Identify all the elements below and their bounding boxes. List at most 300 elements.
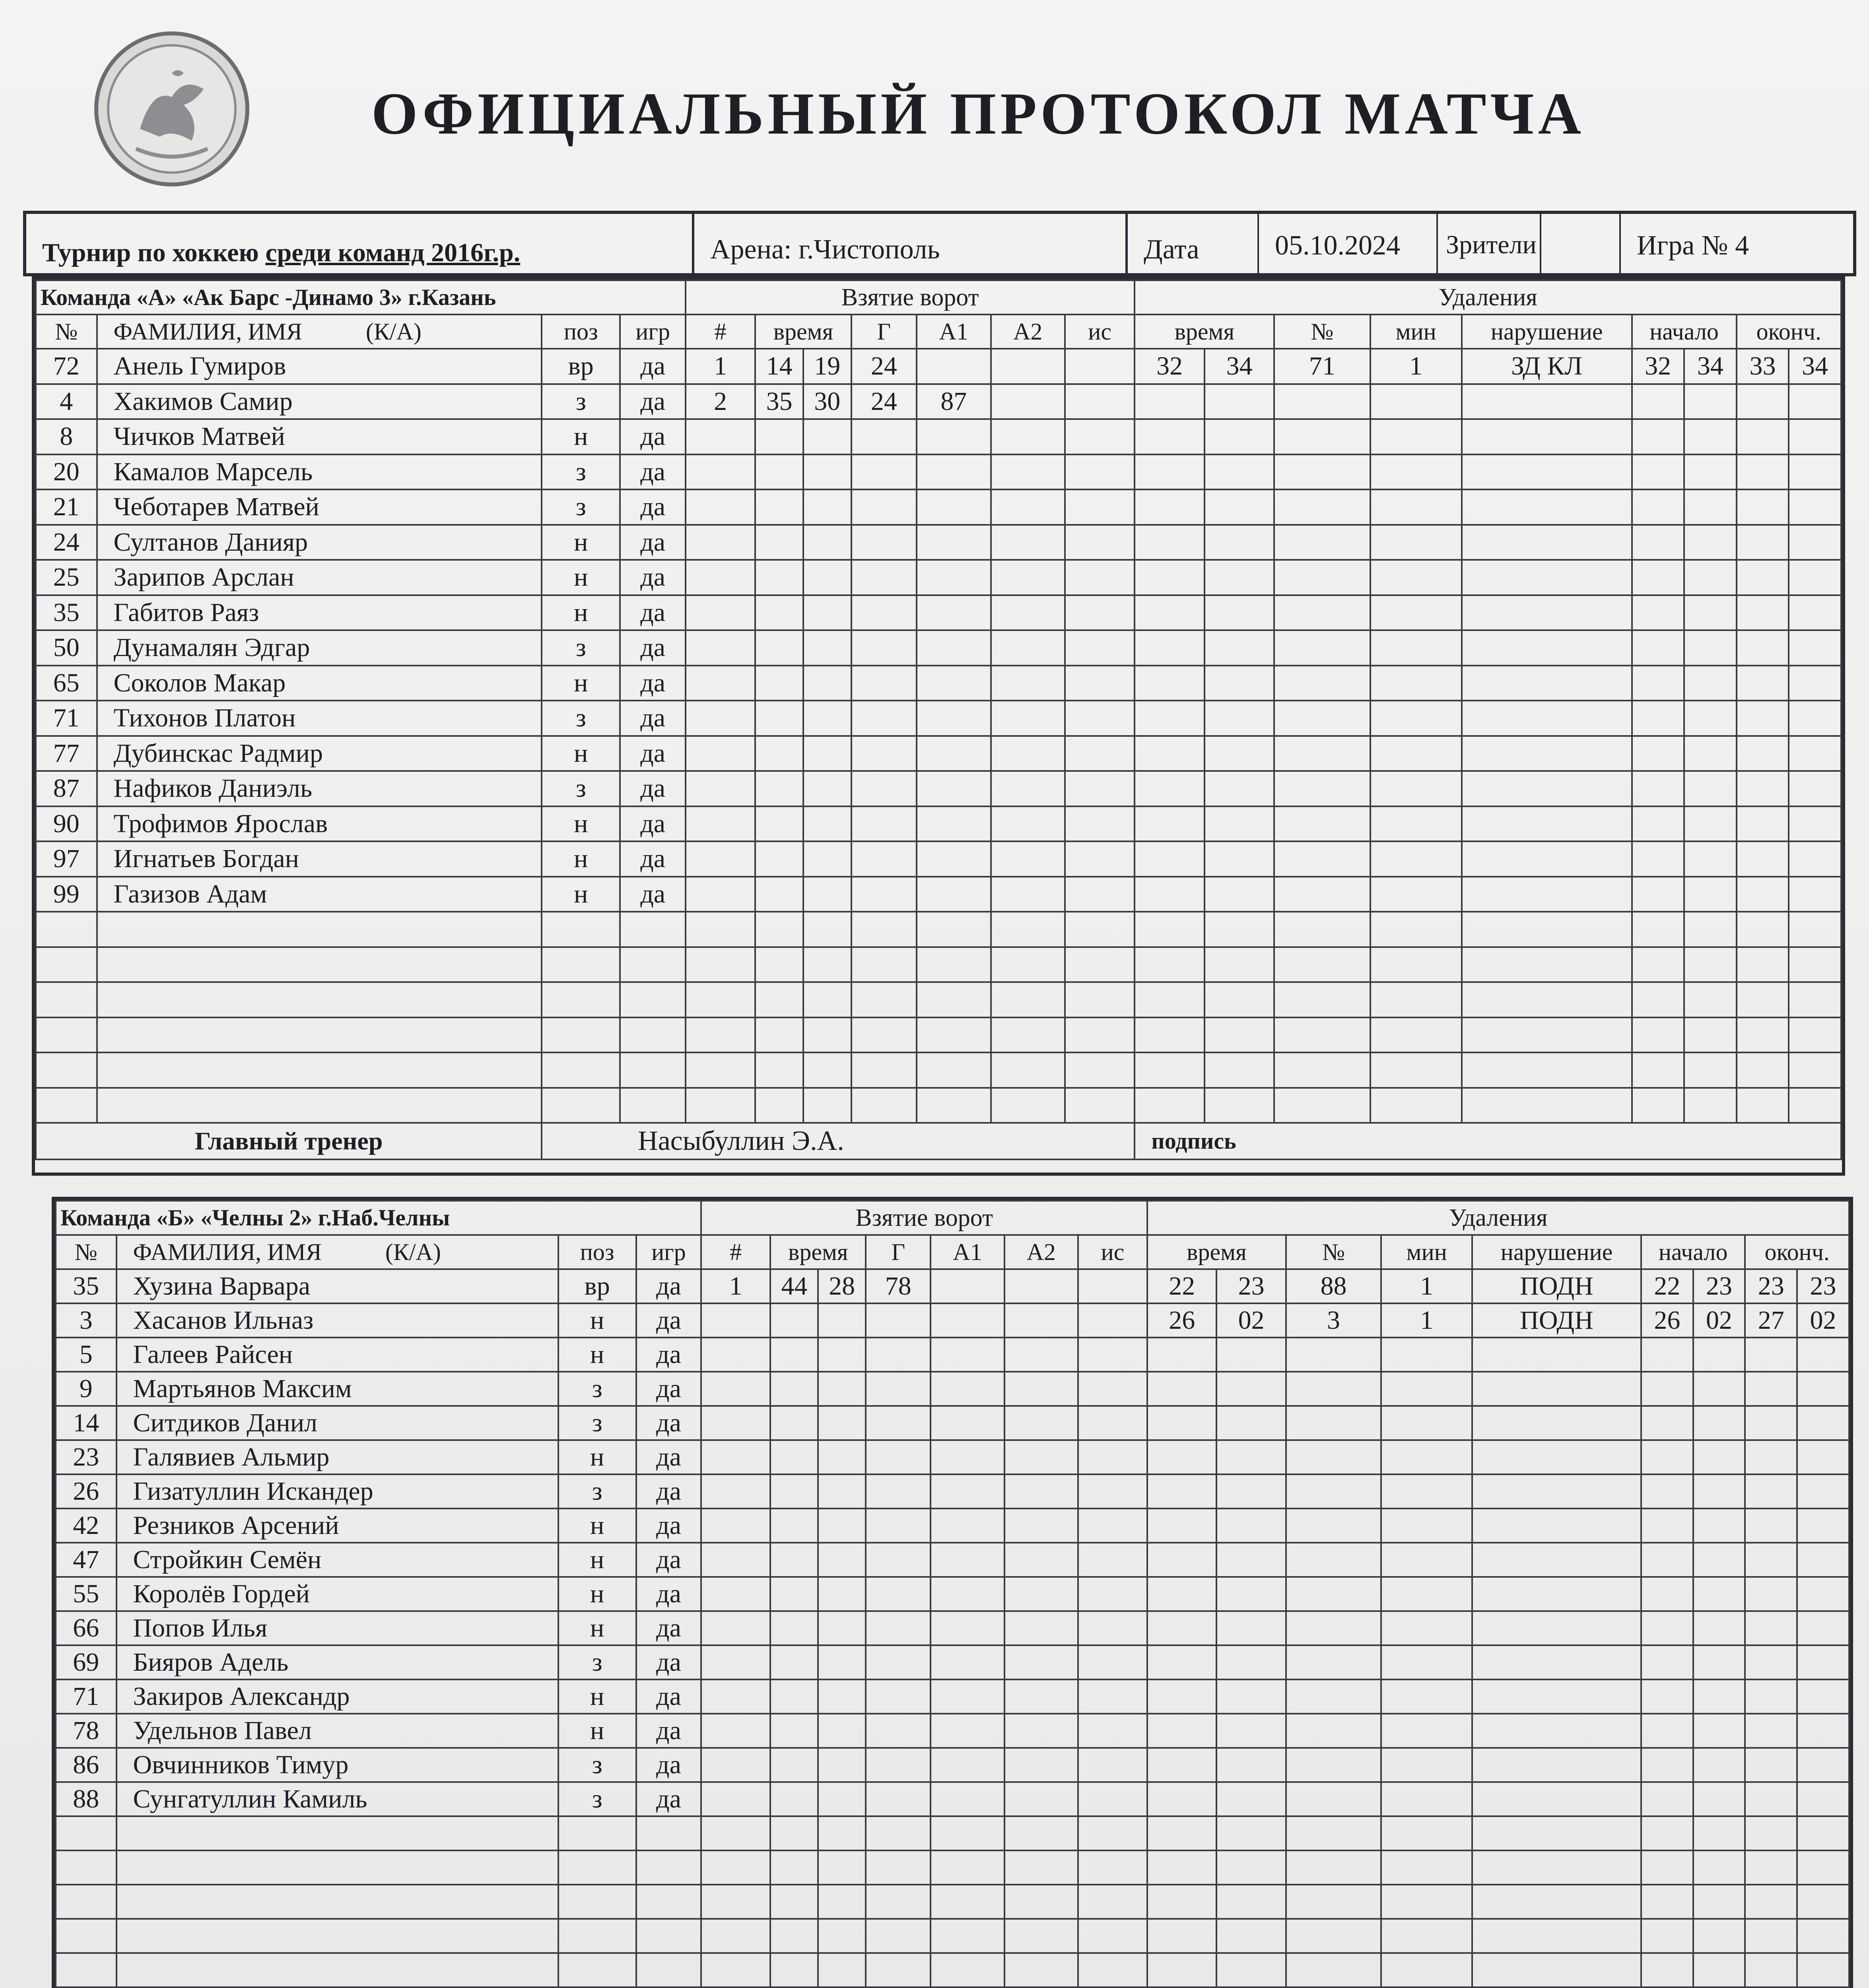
penalty-second [1216, 1748, 1286, 1782]
player-number [36, 912, 97, 947]
goal-assist-2 [1004, 1269, 1078, 1303]
penalty-end-sec [1789, 419, 1841, 454]
player-number: 47 [56, 1543, 117, 1577]
goal-assist-1 [917, 560, 991, 595]
penalty-second [1205, 630, 1274, 666]
goal-number [686, 595, 755, 631]
player-position [558, 1816, 636, 1850]
penalty-start-sec [1684, 912, 1737, 947]
player-number: 69 [56, 1645, 117, 1679]
penalty-violation [1472, 1406, 1641, 1440]
player-number: 20 [36, 454, 97, 490]
player-played: да [636, 1577, 701, 1611]
penalty-violation [1472, 1885, 1641, 1919]
goal-number [686, 912, 755, 947]
penalty-minutes [1370, 489, 1462, 525]
player-position: н [542, 806, 620, 842]
penalty-minute [1135, 982, 1204, 1017]
penalty-minutes [1381, 1440, 1472, 1474]
penalty-end-sec [1797, 1679, 1849, 1714]
goal-assist-2 [991, 1052, 1065, 1088]
penalty-start-sec [1693, 1850, 1745, 1885]
goal-assist-2 [1004, 1714, 1078, 1748]
penalty-player [1274, 736, 1370, 771]
goal-minute [755, 1052, 803, 1088]
penalty-player [1274, 1088, 1370, 1123]
player-row [36, 349, 1841, 384]
goal-assist-2 [1004, 1406, 1078, 1440]
col-situation: ис [1065, 315, 1135, 349]
penalty-minutes [1370, 595, 1462, 631]
penalty-violation [1462, 806, 1632, 842]
goal-situation [1065, 701, 1135, 736]
penalty-player [1274, 666, 1370, 701]
goal-situation [1065, 630, 1135, 666]
penalty-end-sec [1797, 1474, 1849, 1508]
penalty-violation [1462, 560, 1632, 595]
player-name: Игнатьев Богдан [97, 841, 542, 877]
goal-number: 1 [686, 349, 755, 384]
goal-minute [770, 1885, 818, 1919]
penalty-start-sec: 23 [1693, 1269, 1745, 1303]
penalty-violation: ПОДН [1472, 1303, 1641, 1338]
player-played: да [620, 701, 685, 736]
penalty-second [1205, 841, 1274, 877]
col-assist-2: А2 [991, 315, 1065, 349]
goal-situation [1078, 1508, 1147, 1543]
player-played: да [620, 666, 685, 701]
penalty-minutes [1370, 1052, 1462, 1088]
penalty-second [1216, 1782, 1286, 1816]
goal-minute [770, 1440, 818, 1474]
penalty-end-sec: 23 [1797, 1269, 1849, 1303]
penalty-player [1286, 1850, 1381, 1885]
col-played: игр [636, 1235, 701, 1269]
goal-scorer [851, 1052, 917, 1088]
goal-assist-1 [931, 1474, 1004, 1508]
penalty-second [1216, 1850, 1286, 1885]
player-name: Галявиев Альмир [117, 1440, 558, 1474]
penalty-violation [1472, 1645, 1641, 1679]
penalty-minute: 22 [1147, 1269, 1216, 1303]
penalty-end-min [1737, 877, 1789, 912]
penalty-end-min [1745, 1611, 1797, 1645]
penalty-end-min [1737, 525, 1789, 560]
goal-number: 1 [701, 1269, 770, 1303]
goal-number: 2 [686, 384, 755, 419]
player-position: н [542, 666, 620, 701]
penalty-second [1216, 1543, 1286, 1577]
goal-assist-2 [991, 771, 1065, 806]
player-name: Габитов Раяз [97, 595, 542, 631]
goal-assist-1 [917, 525, 991, 560]
goal-assist-1 [931, 1611, 1004, 1645]
penalty-second [1205, 1017, 1274, 1053]
goal-number [686, 771, 755, 806]
goal-situation [1065, 349, 1135, 384]
player-played [636, 1816, 701, 1850]
goal-second [818, 1782, 866, 1816]
penalty-minute [1147, 1919, 1216, 1953]
goal-assist-2 [1004, 1748, 1078, 1782]
penalty-player [1274, 1052, 1370, 1088]
penalty-player [1274, 560, 1370, 595]
penalty-second [1205, 1088, 1274, 1123]
goals-section-label: Взятие ворот [701, 1201, 1147, 1235]
penalty-start-sec [1684, 1017, 1737, 1053]
player-position: н [558, 1440, 636, 1474]
penalty-second [1205, 701, 1274, 736]
penalty-violation [1472, 1816, 1641, 1850]
goal-second [818, 1474, 866, 1508]
penalty-violation [1472, 1474, 1641, 1508]
goal-situation [1078, 1679, 1147, 1714]
player-played: да [620, 560, 685, 595]
penalty-start-min: 22 [1641, 1269, 1693, 1303]
goal-assist-2 [1004, 1816, 1078, 1850]
player-position: н [558, 1543, 636, 1577]
penalty-end-sec [1789, 912, 1841, 947]
penalty-end-sec [1797, 1645, 1849, 1679]
goal-minute [770, 1303, 818, 1338]
penalty-second [1216, 1645, 1286, 1679]
goal-scorer [851, 982, 917, 1017]
goal-situation [1078, 1714, 1147, 1748]
penalty-minute [1147, 1679, 1216, 1714]
goal-minute [755, 982, 803, 1017]
goal-assist-2 [1004, 1611, 1078, 1645]
penalty-minutes [1381, 1406, 1472, 1440]
penalty-second [1216, 1611, 1286, 1645]
player-row [56, 1611, 1849, 1645]
player-played [636, 1953, 701, 1987]
penalty-minute [1147, 1782, 1216, 1816]
penalty-minute [1135, 701, 1204, 736]
penalty-start-sec [1684, 560, 1737, 595]
penalty-end-sec [1789, 489, 1841, 525]
coach-signature-label: подпись [1135, 1123, 1841, 1159]
goal-scorer [851, 841, 917, 877]
penalty-violation [1462, 419, 1632, 454]
col-violation: нарушение [1462, 315, 1632, 349]
col-goal-number: # [701, 1235, 770, 1269]
penalty-end-sec [1797, 1508, 1849, 1543]
goal-scorer [866, 1885, 931, 1919]
goal-scorer [851, 806, 917, 842]
penalty-minute [1135, 595, 1204, 631]
penalty-start-sec [1693, 1748, 1745, 1782]
goal-number [686, 841, 755, 877]
goal-scorer [866, 1816, 931, 1850]
player-row [36, 666, 1841, 701]
player-played: да [620, 841, 685, 877]
goal-number [686, 419, 755, 454]
goal-situation [1065, 912, 1135, 947]
penalty-second [1205, 560, 1274, 595]
penalty-minute [1147, 1611, 1216, 1645]
goal-situation [1078, 1645, 1147, 1679]
goal-assist-2 [1004, 1303, 1078, 1338]
penalty-start-sec [1693, 1440, 1745, 1474]
player-name: Соколов Макар [97, 666, 542, 701]
goal-assist-1 [931, 1816, 1004, 1850]
goal-assist-1 [931, 1850, 1004, 1885]
col-goal-scorer: Г [851, 315, 917, 349]
player-position: н [558, 1303, 636, 1338]
penalty-minute [1135, 489, 1204, 525]
penalty-second [1216, 1338, 1286, 1372]
goal-minute [755, 489, 803, 525]
player-number: 72 [36, 349, 97, 384]
goal-second [803, 419, 851, 454]
penalty-second [1205, 912, 1274, 947]
goal-number [701, 1816, 770, 1850]
penalty-end-min [1737, 384, 1789, 419]
player-number: 25 [36, 560, 97, 595]
player-row [36, 489, 1841, 525]
player-name [97, 982, 542, 1017]
goal-second: 30 [803, 384, 851, 419]
penalty-minute [1135, 1052, 1204, 1088]
penalty-player [1286, 1508, 1381, 1543]
penalty-end-sec [1789, 701, 1841, 736]
goal-assist-1 [917, 419, 991, 454]
goal-assist-1 [917, 666, 991, 701]
goal-situation [1065, 877, 1135, 912]
player-played: да [620, 454, 685, 490]
goal-assist-1 [931, 1303, 1004, 1338]
goal-assist-2 [1004, 1885, 1078, 1919]
penalty-start-sec [1693, 1611, 1745, 1645]
penalty-start-sec [1693, 1885, 1745, 1919]
penalty-end-min [1737, 595, 1789, 631]
goal-second [803, 771, 851, 806]
penalty-violation [1472, 1440, 1641, 1474]
penalty-second [1216, 1714, 1286, 1748]
goal-scorer: 24 [851, 349, 917, 384]
penalty-end-sec [1789, 1088, 1841, 1123]
player-played: да [620, 419, 685, 454]
penalty-start-min [1632, 489, 1684, 525]
penalty-end-min [1745, 1953, 1797, 1987]
penalty-end-sec [1789, 1052, 1841, 1088]
player-name [117, 1816, 558, 1850]
penalty-end-min [1745, 1338, 1797, 1372]
goal-second [818, 1543, 866, 1577]
goal-second: 19 [803, 349, 851, 384]
player-name [117, 1885, 558, 1919]
penalty-minutes [1381, 1782, 1472, 1816]
goal-scorer [866, 1508, 931, 1543]
penalty-start-sec [1684, 841, 1737, 877]
player-played: да [636, 1303, 701, 1338]
penalty-end-min [1745, 1816, 1797, 1850]
penalty-minutes [1370, 630, 1462, 666]
penalty-end-sec [1797, 1816, 1849, 1850]
player-position: н [542, 877, 620, 912]
penalty-minutes [1381, 1919, 1472, 1953]
penalty-start-min: 26 [1641, 1303, 1693, 1338]
goal-scorer [866, 1850, 931, 1885]
player-played [620, 912, 685, 947]
goal-number [686, 1052, 755, 1088]
goal-situation [1078, 1919, 1147, 1953]
goal-second [803, 701, 851, 736]
player-name: Сунгатуллин Камиль [117, 1782, 558, 1816]
player-name: Хузина Варвара [117, 1269, 558, 1303]
penalty-end-min [1737, 1052, 1789, 1088]
penalty-minutes [1370, 419, 1462, 454]
player-position: з [542, 489, 620, 525]
goal-assist-1 [917, 454, 991, 490]
penalty-minutes [1370, 1017, 1462, 1053]
penalty-start-min [1641, 1543, 1693, 1577]
penalty-start-sec [1693, 1782, 1745, 1816]
penalty-start-min [1641, 1474, 1693, 1508]
penalty-end-sec [1789, 525, 1841, 560]
player-name [97, 947, 542, 982]
player-position: з [558, 1782, 636, 1816]
tournament-label: Турнир по хоккею [42, 238, 259, 267]
player-number [36, 1017, 97, 1053]
penalty-start-sec [1693, 1372, 1745, 1406]
penalty-violation [1462, 912, 1632, 947]
penalty-end-min [1745, 1474, 1797, 1508]
goal-number [686, 982, 755, 1017]
penalty-second [1216, 1679, 1286, 1714]
penalty-second [1205, 806, 1274, 842]
goal-number [686, 947, 755, 982]
player-number [36, 1052, 97, 1088]
player-name: Галеев Райсен [117, 1338, 558, 1372]
player-row [36, 736, 1841, 771]
goal-assist-1 [931, 1782, 1004, 1816]
penalty-minutes [1381, 1577, 1472, 1611]
penalty-minute [1135, 1088, 1204, 1123]
goal-assist-2 [991, 877, 1065, 912]
col-played: игр [620, 315, 685, 349]
goal-scorer [851, 877, 917, 912]
player-number: 71 [36, 701, 97, 736]
penalty-minutes: 1 [1370, 349, 1462, 384]
goal-minute [770, 1474, 818, 1508]
player-name: Бияров Адель [117, 1645, 558, 1679]
goal-assist-2 [991, 1017, 1065, 1053]
penalty-start-min [1641, 1748, 1693, 1782]
player-row [56, 1338, 1849, 1372]
goal-number [701, 1679, 770, 1714]
penalty-start-min [1641, 1338, 1693, 1372]
goal-minute [755, 736, 803, 771]
goal-scorer [866, 1440, 931, 1474]
penalty-start-min [1632, 454, 1684, 490]
goal-second [818, 1645, 866, 1679]
goal-minute [770, 1714, 818, 1748]
goal-assist-2 [1004, 1543, 1078, 1577]
penalty-violation [1462, 1017, 1632, 1053]
goal-situation [1065, 595, 1135, 631]
goal-second [803, 1088, 851, 1123]
player-position [542, 947, 620, 982]
date-value: 05.10.2024 [1259, 214, 1438, 273]
player-name: Газизов Адам [97, 877, 542, 912]
goal-situation [1065, 384, 1135, 419]
player-number: 55 [56, 1577, 117, 1611]
penalty-end-sec [1797, 1611, 1849, 1645]
player-position: н [558, 1338, 636, 1372]
penalty-end-min [1737, 630, 1789, 666]
penalty-end-sec [1789, 384, 1841, 419]
penalty-minute [1147, 1474, 1216, 1508]
penalty-start-min [1641, 1919, 1693, 1953]
col-penalty-end: оконч. [1745, 1235, 1849, 1269]
player-played: да [636, 1508, 701, 1543]
player-row [36, 595, 1841, 631]
goal-number [686, 701, 755, 736]
penalty-violation [1472, 1850, 1641, 1885]
goal-minute [770, 1543, 818, 1577]
goal-second [803, 630, 851, 666]
goal-second [803, 595, 851, 631]
player-position: з [542, 454, 620, 490]
penalty-minute [1135, 630, 1204, 666]
col-penalty-player: № [1286, 1235, 1381, 1269]
penalty-end-min [1745, 1406, 1797, 1440]
player-number: 26 [56, 1474, 117, 1508]
penalty-start-min [1632, 736, 1684, 771]
goal-minute [770, 1645, 818, 1679]
penalty-minutes [1381, 1714, 1472, 1748]
goal-assist-1 [931, 1372, 1004, 1406]
penalty-end-sec [1789, 454, 1841, 490]
player-played [620, 947, 685, 982]
goal-second [803, 877, 851, 912]
player-played: да [620, 349, 685, 384]
goal-number [701, 1406, 770, 1440]
goal-situation [1078, 1885, 1147, 1919]
player-played: да [636, 1372, 701, 1406]
goal-second [803, 1017, 851, 1053]
col-penalty-minutes: мин [1370, 315, 1462, 349]
penalty-start-sec: 02 [1693, 1303, 1745, 1338]
goal-assist-2 [1004, 1782, 1078, 1816]
goal-situation [1065, 1017, 1135, 1053]
goal-situation [1065, 736, 1135, 771]
goal-assist-2 [991, 947, 1065, 982]
player-number: 97 [36, 841, 97, 877]
goal-number [701, 1611, 770, 1645]
player-position: н [542, 841, 620, 877]
penalty-start-sec [1684, 877, 1737, 912]
goal-assist-1 [931, 1543, 1004, 1577]
goal-second [818, 1577, 866, 1611]
penalty-end-min [1745, 1850, 1797, 1885]
goal-number [701, 1543, 770, 1577]
penalty-minutes [1381, 1611, 1472, 1645]
penalty-minutes [1370, 912, 1462, 947]
goal-assist-1 [931, 1440, 1004, 1474]
col-penalty-start: начало [1632, 315, 1737, 349]
goal-assist-1 [931, 1269, 1004, 1303]
player-name: Хасанов Ильназ [117, 1303, 558, 1338]
penalty-end-sec [1797, 1953, 1849, 1987]
penalty-end-sec: 34 [1789, 349, 1841, 384]
player-played [620, 1052, 685, 1088]
goal-scorer [851, 947, 917, 982]
col-goal-time: время [755, 315, 851, 349]
penalty-minutes [1381, 1885, 1472, 1919]
goal-minute [770, 1338, 818, 1372]
